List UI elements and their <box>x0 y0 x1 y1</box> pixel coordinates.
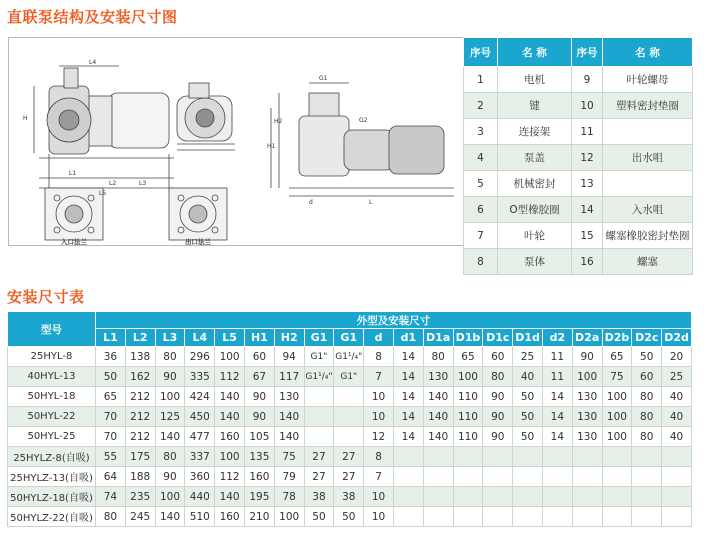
dimension-cell: 38 <box>334 487 364 507</box>
part-number-cell: 1 <box>464 67 498 93</box>
part-number-cell: 16 <box>572 249 603 275</box>
dim-label-L1: L1 <box>69 170 77 177</box>
dimension-cell <box>542 507 572 527</box>
part-name-cell <box>603 171 693 197</box>
dimension-row <box>8 347 692 367</box>
dimension-cell: 11 <box>542 367 572 387</box>
dimension-cell: 64 <box>96 467 126 487</box>
dimension-cell: 90 <box>572 347 602 367</box>
dimension-cell: 100 <box>572 367 602 387</box>
dimension-cell <box>513 507 543 527</box>
model-cell: 40HYL-13 <box>8 367 96 387</box>
dimension-cell <box>304 427 334 447</box>
parts-row <box>464 93 693 119</box>
part-name-cell: 塑料密封垫圈 <box>603 93 693 119</box>
dimension-cell: 100 <box>602 407 632 427</box>
dimension-cell: 175 <box>125 447 155 467</box>
dimension-cell <box>632 447 662 467</box>
dimension-column-header: D2d <box>662 329 692 347</box>
dim-label-L4: L4 <box>89 59 97 66</box>
dimension-cell: 90 <box>244 407 274 427</box>
model-cell: 25HYLZ-8(自吸) <box>8 447 96 467</box>
parts-row <box>464 145 693 171</box>
dimension-cell: 14 <box>542 387 572 407</box>
dimension-cell: 210 <box>244 507 274 527</box>
dimension-cell: 125 <box>155 407 185 427</box>
dimension-cell: 79 <box>274 467 304 487</box>
dim-label-d: d <box>309 199 313 206</box>
dimension-cell: 25 <box>662 367 692 387</box>
part-name-cell: 泵体 <box>498 249 572 275</box>
dimension-cell: 10 <box>364 507 394 527</box>
part-number-cell: 12 <box>572 145 603 171</box>
dimension-cell <box>542 447 572 467</box>
dimension-row <box>8 487 692 507</box>
dimension-cell: 40 <box>662 407 692 427</box>
dimension-cell <box>423 507 453 527</box>
dimension-cell <box>453 507 483 527</box>
dimension-cell: 100 <box>215 447 245 467</box>
dimension-cell: 50 <box>96 367 126 387</box>
dimension-cell <box>304 407 334 427</box>
dimension-cell: 55 <box>96 447 126 467</box>
dimension-cell <box>483 467 513 487</box>
dimension-cell: 80 <box>632 387 662 407</box>
parts-header-name: 名 称 <box>603 38 693 67</box>
dimension-cell: 27 <box>304 467 334 487</box>
dimensions-group-header: 外型及安装尺寸 <box>96 312 692 329</box>
outlet-flange-drawing <box>169 188 227 240</box>
dimension-cell: 337 <box>185 447 215 467</box>
dimension-cell: 100 <box>155 387 185 407</box>
dimension-cell: 70 <box>96 407 126 427</box>
dimension-cell <box>572 487 602 507</box>
dimension-cell <box>334 407 364 427</box>
part-number-cell: 14 <box>572 197 603 223</box>
dimension-column-header: D1a <box>423 329 453 347</box>
dim-label-H: H <box>23 115 28 122</box>
dimension-cell: 80 <box>96 507 126 527</box>
model-cell: 50HYLZ-22(自吸) <box>8 507 96 527</box>
dimension-cell: 100 <box>155 487 185 507</box>
dimension-cell <box>483 447 513 467</box>
dimension-cell: 12 <box>364 427 394 447</box>
dim-label-H2: H2 <box>274 118 283 125</box>
model-cell: 25HYL-8 <box>8 347 96 367</box>
dimension-cell: 140 <box>215 407 245 427</box>
dimension-cell <box>334 387 364 407</box>
parts-row <box>464 67 693 93</box>
dimension-cell <box>423 487 453 507</box>
dimension-column-header: D2c <box>632 329 662 347</box>
dimension-cell: 14 <box>393 387 423 407</box>
dimension-cell: 90 <box>483 387 513 407</box>
dimension-cell: 130 <box>572 427 602 447</box>
dimension-cell <box>602 447 632 467</box>
parts-row <box>464 249 693 275</box>
dimension-column-header: D2b <box>602 329 632 347</box>
dimension-cell: 60 <box>632 367 662 387</box>
dimension-cell: 140 <box>215 487 245 507</box>
dimension-cell: 212 <box>125 387 155 407</box>
dimension-cell: 36 <box>96 347 126 367</box>
dimension-cell: 14 <box>393 407 423 427</box>
dimension-cell <box>662 507 692 527</box>
dimension-cell: 80 <box>423 347 453 367</box>
part-number-cell: 4 <box>464 145 498 171</box>
dimension-cell: 100 <box>602 427 632 447</box>
part-number-cell: 3 <box>464 119 498 145</box>
dimension-cell <box>542 487 572 507</box>
model-cell: 25HYLZ-13(自吸) <box>8 467 96 487</box>
dimension-cell: 90 <box>483 427 513 447</box>
dimension-cell: 188 <box>125 467 155 487</box>
parts-row <box>464 197 693 223</box>
dimension-cell: 8 <box>364 347 394 367</box>
dimension-cell: 140 <box>423 387 453 407</box>
dimension-cell: 90 <box>483 407 513 427</box>
part-number-cell: 13 <box>572 171 603 197</box>
dimension-row <box>8 387 692 407</box>
structure-section-title: 直联泵结构及安装尺寸图 <box>7 8 178 26</box>
dimension-cell: 60 <box>483 347 513 367</box>
dimension-cell: 65 <box>453 347 483 367</box>
outlet-flange-label: 出口法兰 <box>185 238 211 245</box>
dimension-row <box>8 467 692 487</box>
dimension-cell: 450 <box>185 407 215 427</box>
dimension-cell <box>393 467 423 487</box>
dimension-cell: 130 <box>274 387 304 407</box>
dimension-cell: 50 <box>334 507 364 527</box>
dimension-cell <box>542 467 572 487</box>
dimension-cell: G1¹/₄" <box>304 367 334 387</box>
dimension-cell: 160 <box>215 507 245 527</box>
dimension-cell: 27 <box>334 467 364 487</box>
dim-label-G1: G1 <box>319 75 328 82</box>
dimension-cell <box>393 507 423 527</box>
part-name-cell: 键 <box>498 93 572 119</box>
part-name-cell: 叶轮 <box>498 223 572 249</box>
dimension-cell <box>572 467 602 487</box>
dimension-cell: 140 <box>155 507 185 527</box>
dimension-cell: 27 <box>304 447 334 467</box>
dimension-cell: 130 <box>423 367 453 387</box>
part-number-cell: 7 <box>464 223 498 249</box>
dimension-cell <box>304 387 334 407</box>
dimension-cell: 14 <box>393 367 423 387</box>
dimension-cell: 7 <box>364 467 394 487</box>
dimension-cell: 110 <box>453 387 483 407</box>
model-column-header: 型号 <box>8 312 96 347</box>
dimension-cell: 65 <box>96 387 126 407</box>
part-name-cell <box>603 119 693 145</box>
part-name-cell: 机械密封 <box>498 171 572 197</box>
dimension-column-header: D1c <box>483 329 513 347</box>
dimension-cell: 138 <box>125 347 155 367</box>
dimension-cell <box>334 427 364 447</box>
part-number-cell: 9 <box>572 67 603 93</box>
dimension-cell: 14 <box>542 427 572 447</box>
dimension-cell: 67 <box>244 367 274 387</box>
dimension-cell: 110 <box>453 407 483 427</box>
part-number-cell: 6 <box>464 197 498 223</box>
dimension-cell <box>662 467 692 487</box>
dimension-cell: 20 <box>662 347 692 367</box>
dimension-cell: 440 <box>185 487 215 507</box>
dimension-cell: 14 <box>393 427 423 447</box>
part-number-cell: 2 <box>464 93 498 119</box>
dimension-cell <box>513 447 543 467</box>
dimension-cell: 7 <box>364 367 394 387</box>
dimension-cell: 140 <box>274 407 304 427</box>
dimension-cell: G1" <box>334 367 364 387</box>
dimension-cell: 50 <box>304 507 334 527</box>
dimension-cell: 80 <box>632 407 662 427</box>
part-name-cell: 泵盖 <box>498 145 572 171</box>
part-number-cell: 8 <box>464 249 498 275</box>
dimension-cell: 110 <box>453 427 483 447</box>
dimension-column-header: D1b <box>453 329 483 347</box>
part-name-cell: 螺塞 <box>603 249 693 275</box>
dimension-cell <box>393 487 423 507</box>
dimension-cell <box>483 507 513 527</box>
dimension-cell: 75 <box>274 447 304 467</box>
dimension-cell <box>632 507 662 527</box>
dimension-cell: 10 <box>364 487 394 507</box>
parts-row <box>464 171 693 197</box>
dimension-cell: 140 <box>155 427 185 447</box>
dimension-cell: 74 <box>96 487 126 507</box>
part-number-cell: 15 <box>572 223 603 249</box>
dim-label-L2: L2 <box>109 180 117 187</box>
dimension-cell: 235 <box>125 487 155 507</box>
dimension-cell: 112 <box>215 467 245 487</box>
dimension-cell: 90 <box>155 367 185 387</box>
dimension-column-header: G1 <box>304 329 334 347</box>
model-cell: 50HYL-22 <box>8 407 96 427</box>
dimension-cell: 80 <box>483 367 513 387</box>
part-number-cell: 10 <box>572 93 603 119</box>
part-name-cell: 连接架 <box>498 119 572 145</box>
dimension-column-header: D2a <box>572 329 602 347</box>
part-name-cell: O型橡胶圈 <box>498 197 572 223</box>
dimension-cell: 100 <box>453 367 483 387</box>
dimension-cell <box>393 447 423 467</box>
dimension-cell: 140 <box>423 427 453 447</box>
dimension-column-header: d <box>364 329 394 347</box>
dimension-cell: 70 <box>96 427 126 447</box>
dimension-cell <box>513 487 543 507</box>
dimension-cell: 80 <box>632 427 662 447</box>
pump-drawings <box>9 38 465 245</box>
front-view-drawing <box>177 83 235 150</box>
dim-label-L: L <box>369 199 373 206</box>
dimension-cell: 212 <box>125 407 155 427</box>
part-name-cell: 螺塞橡胶密封垫圈 <box>603 223 693 249</box>
dimension-cell <box>453 487 483 507</box>
dimension-column-header: L4 <box>185 329 215 347</box>
dimension-cell: 11 <box>542 347 572 367</box>
dimension-cell <box>602 487 632 507</box>
dimension-cell: 360 <box>185 467 215 487</box>
dim-label-L3: L3 <box>139 180 147 187</box>
dimension-cell <box>453 447 483 467</box>
dimension-cell: 65 <box>602 347 632 367</box>
parts-header-no: 序号 <box>572 38 603 67</box>
inlet-flange-drawing <box>45 188 103 240</box>
dimension-cell: 140 <box>215 387 245 407</box>
dimension-cell <box>662 487 692 507</box>
dimension-row <box>8 447 692 467</box>
dimension-cell: 130 <box>572 387 602 407</box>
dimension-cell: 40 <box>662 427 692 447</box>
dimension-row <box>8 507 692 527</box>
dimension-cell: 40 <box>513 367 543 387</box>
dimension-cell: 50 <box>513 387 543 407</box>
dimension-cell: 80 <box>155 347 185 367</box>
part-name-cell: 入水咀 <box>603 197 693 223</box>
dimension-cell: 38 <box>304 487 334 507</box>
dimension-table <box>7 311 692 527</box>
dimension-column-header: L5 <box>215 329 245 347</box>
dimension-cell: 117 <box>274 367 304 387</box>
part-name-cell: 电机 <box>498 67 572 93</box>
side-view-drawing <box>34 66 174 188</box>
part-number-cell: 5 <box>464 171 498 197</box>
dimension-cell <box>572 507 602 527</box>
dimension-cell <box>483 487 513 507</box>
dimension-cell: 80 <box>155 447 185 467</box>
dimension-cell <box>602 507 632 527</box>
dim-label-L5: L5 <box>99 190 107 197</box>
inlet-flange-label: 入口法兰 <box>61 238 87 245</box>
dimension-cell: 14 <box>393 347 423 367</box>
dimension-cell: 27 <box>334 447 364 467</box>
dimension-column-header: d1 <box>393 329 423 347</box>
dimension-column-header: L3 <box>155 329 185 347</box>
dimension-cell: 50 <box>513 407 543 427</box>
dimension-row <box>8 367 692 387</box>
dimension-cell: 14 <box>542 407 572 427</box>
dimension-cell: 424 <box>185 387 215 407</box>
part-number-cell: 11 <box>572 119 603 145</box>
self-priming-pump-drawing <box>271 83 454 196</box>
dimension-cell: G1" <box>304 347 334 367</box>
parts-row <box>464 223 693 249</box>
dimension-cell: 60 <box>244 347 274 367</box>
dimension-cell: 140 <box>274 427 304 447</box>
dimension-cell: 10 <box>364 387 394 407</box>
dimension-cell: 162 <box>125 367 155 387</box>
dimension-cell <box>602 467 632 487</box>
dimension-column-header: H2 <box>274 329 304 347</box>
dimension-cell: 10 <box>364 407 394 427</box>
dimension-cell: 245 <box>125 507 155 527</box>
dimension-cell: 105 <box>244 427 274 447</box>
dimension-cell: 160 <box>215 427 245 447</box>
parts-header-no: 序号 <box>464 38 498 67</box>
dimension-cell: 100 <box>215 347 245 367</box>
dimension-cell: 40 <box>662 387 692 407</box>
parts-header-name: 名 称 <box>498 38 572 67</box>
dimension-cell: 160 <box>244 467 274 487</box>
dimension-cell: 90 <box>244 387 274 407</box>
dimension-cell: 75 <box>602 367 632 387</box>
dimension-column-header: D1d <box>513 329 543 347</box>
dimension-cell <box>662 447 692 467</box>
dimension-column-header: L1 <box>96 329 126 347</box>
dimension-cell: 8 <box>364 447 394 467</box>
dimension-cell: 50 <box>632 347 662 367</box>
part-name-cell: 叶轮螺母 <box>603 67 693 93</box>
dim-label-H1: H1 <box>267 143 276 150</box>
dimension-cell: 112 <box>215 367 245 387</box>
dimension-cell: G1¹/₄" <box>334 347 364 367</box>
dimension-cell: 135 <box>244 447 274 467</box>
parts-list-table <box>463 37 693 275</box>
dimension-row <box>8 427 692 447</box>
dimension-cell: 130 <box>572 407 602 427</box>
dimension-column-header: G1 <box>334 329 364 347</box>
dimension-cell: 100 <box>602 387 632 407</box>
model-cell: 50HYLZ-18(自吸) <box>8 487 96 507</box>
dimension-row <box>8 407 692 427</box>
dimension-cell <box>423 467 453 487</box>
dimension-cell <box>513 467 543 487</box>
dimension-cell: 477 <box>185 427 215 447</box>
dimension-cell: 94 <box>274 347 304 367</box>
dimension-cell <box>572 447 602 467</box>
part-name-cell: 出水咀 <box>603 145 693 171</box>
dimension-cell <box>632 487 662 507</box>
dimension-cell: 25 <box>513 347 543 367</box>
parts-row <box>464 119 693 145</box>
dimension-cell: 100 <box>274 507 304 527</box>
dim-label-G2: G2 <box>359 117 368 124</box>
dimension-cell: 335 <box>185 367 215 387</box>
dimension-cell: 90 <box>155 467 185 487</box>
dimension-cell: 510 <box>185 507 215 527</box>
dimension-cell: 78 <box>274 487 304 507</box>
dimension-cell: 296 <box>185 347 215 367</box>
dimension-column-header: H1 <box>244 329 274 347</box>
dimension-cell: 212 <box>125 427 155 447</box>
install-section-title: 安装尺寸表 <box>7 288 85 306</box>
dimension-cell: 140 <box>423 407 453 427</box>
dimension-cell: 50 <box>513 427 543 447</box>
dimension-cell: 195 <box>244 487 274 507</box>
model-cell: 50HYL-25 <box>8 427 96 447</box>
dimension-cell <box>632 467 662 487</box>
dimension-cell <box>453 467 483 487</box>
dimension-column-header: L2 <box>125 329 155 347</box>
dimension-column-header: d2 <box>542 329 572 347</box>
dimension-cell <box>423 447 453 467</box>
model-cell: 50HYL-18 <box>8 387 96 407</box>
